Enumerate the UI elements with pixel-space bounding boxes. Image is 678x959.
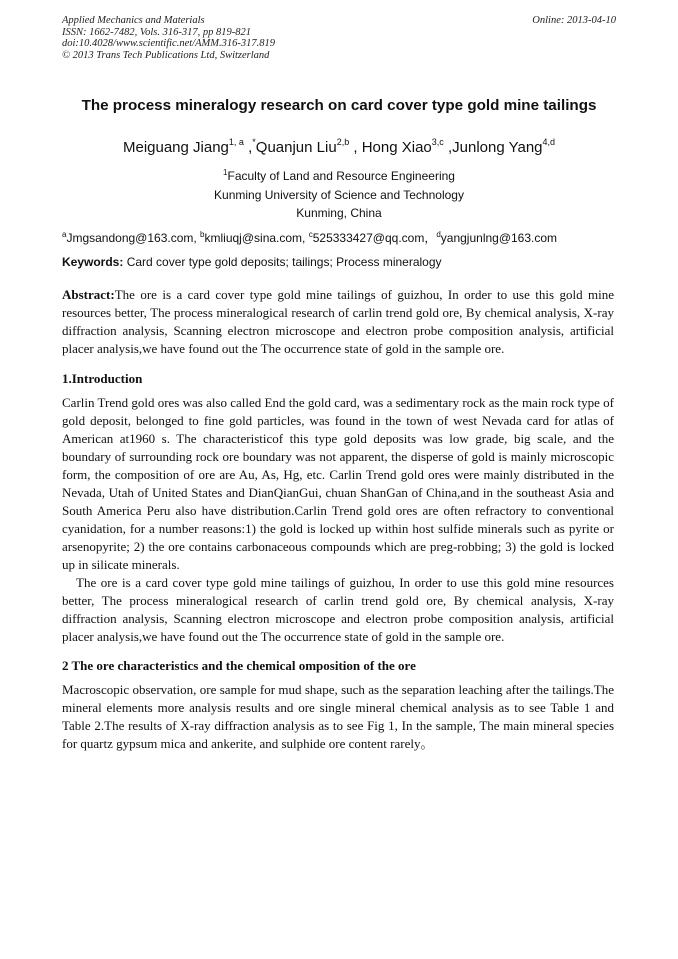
section-heading-introduction: 1.Introduction bbox=[62, 371, 143, 386]
ore-characteristics-paragraph: Macroscopic observation, ore sample for mud shape, such as the separation leaching after the tailings.The mineral elements more analysis results and ore single mineral chemical analysis as to see Table 1 and Table 2.The results of X-ray diffraction analysis as to see Fig 1, In the sample, The main mineral species for quartz gypsum mica and ankerite, and sulphide ore content rarely。 bbox=[62, 682, 614, 751]
abstract-text: The ore is a card cover type gold mine tailings of guizhou, In order to use this gold mine resources better, The process mineralogical research of carlin trend gold ore, By chemical analysis, X-ray diffraction analysis, Scanning electron microscope and electron probe composition analysis, artificial placer analysis,we have found out the The occurrence state of gold in the sample ore. bbox=[62, 287, 614, 356]
affiliation-line: Kunming, China bbox=[296, 206, 382, 220]
introduction-paragraph: Carlin Trend gold ores was also called End the gold card, was a sedimentary rock as the main rock type of gold deposit, belonged to fine gold particles, was found in the town of west Nevada card for atlas of American at1960 s. The characteristicof this type gold deposits was low grade, big scale, and the boundary of surrounding rock ore boundary was not apparent, the disperse of gold is mainly microscopic form, the composition of ore are Au, As, Hg, etc. Carlin Trend gold ores were mainly distributed in the Nevada, Utah of United States and DianQianGui, chuan ShanGan of China,and in the southeast Asia and South America Peru also have distribution.Carlin Trend gold ores are often refractory to conventional cyanidation, for a number reasons:1) the gold is locked up within host sulfide minerals such as pyrite or arsenopyrite; 2) the ore contains carbonaceous compounds which are preg-robbing; 3) the gold is locked up in silicate minerals. bbox=[62, 395, 614, 572]
author-name: Quanjun Liu bbox=[255, 139, 337, 156]
author-superscript: 1, a bbox=[228, 137, 244, 147]
online-date: Online: 2013-04-10 bbox=[532, 15, 616, 26]
affiliation bbox=[20, 167, 658, 223]
journal-name: Applied Mechanics and Materials bbox=[62, 15, 205, 26]
email-list bbox=[62, 229, 557, 246]
email-address: yangjunlng@163.com bbox=[440, 231, 558, 245]
journal-header bbox=[62, 15, 616, 61]
abstract-label: Abstract: bbox=[62, 287, 115, 302]
author-separator: , bbox=[243, 139, 253, 156]
abstract bbox=[62, 286, 614, 358]
author-separator: , bbox=[443, 139, 453, 156]
author-name: Junlong Yang bbox=[452, 139, 543, 156]
paper-title: The process mineralogy research on card cover type gold mine tailings bbox=[81, 97, 597, 114]
author-superscript: 2,b bbox=[336, 137, 350, 147]
email-address: Jmgsandong@163.com, bbox=[66, 231, 201, 245]
affiliation-text: Faculty of Land and Resource Engineering bbox=[227, 169, 455, 183]
author-superscript: 3,c bbox=[431, 137, 444, 147]
email-superscript: c bbox=[308, 230, 313, 239]
affiliation-superscript: 1 bbox=[223, 168, 228, 177]
author-list bbox=[20, 139, 658, 156]
email-address: kmliuqj@sina.com, bbox=[204, 231, 309, 245]
keywords-label: Keywords: bbox=[62, 255, 124, 269]
journal-issn: ISSN: 1662-7482, Vols. 316-317, pp 819-821 bbox=[62, 26, 251, 38]
author-separator: , bbox=[349, 139, 362, 156]
email-superscript: d bbox=[436, 230, 441, 239]
author-superscript: 4,d bbox=[542, 137, 556, 147]
email-superscript: b bbox=[200, 230, 205, 239]
affiliation-line bbox=[20, 167, 658, 186]
email-superscript: a bbox=[62, 230, 67, 239]
journal-copyright: © 2013 Trans Tech Publications Ltd, Switzerland bbox=[62, 49, 270, 61]
corresponding-mark: * bbox=[252, 137, 256, 147]
affiliation-line: Kunming University of Science and Technology bbox=[214, 187, 464, 202]
introduction-paragraph-2: The ore is a card cover type gold mine tailings of guizhou, In order to use this gold mine resources better, The process mineralogical research of carlin trend gold ore, By chemical analysis, X-ray diffraction analysis, Scanning electron microscope and electron probe composition analysis, artificial placer analysis,we have found out the The occurrence state of gold in the sample ore. bbox=[62, 575, 614, 644]
keywords bbox=[62, 255, 442, 269]
journal-doi: doi:10.4028/www.scientific.net/AMM.316-317.819 bbox=[62, 38, 275, 50]
keywords-text: Card cover type gold deposits; tailings; Process mineralogy bbox=[123, 255, 442, 269]
email-address: 525333427@qq.com， bbox=[312, 231, 437, 245]
author-name: Hong Xiao bbox=[361, 139, 432, 156]
section-heading-ore-characteristics: 2 The ore characteristics and the chemical omposition of the ore bbox=[62, 658, 416, 673]
author-name: Meiguang Jiang bbox=[122, 139, 229, 156]
